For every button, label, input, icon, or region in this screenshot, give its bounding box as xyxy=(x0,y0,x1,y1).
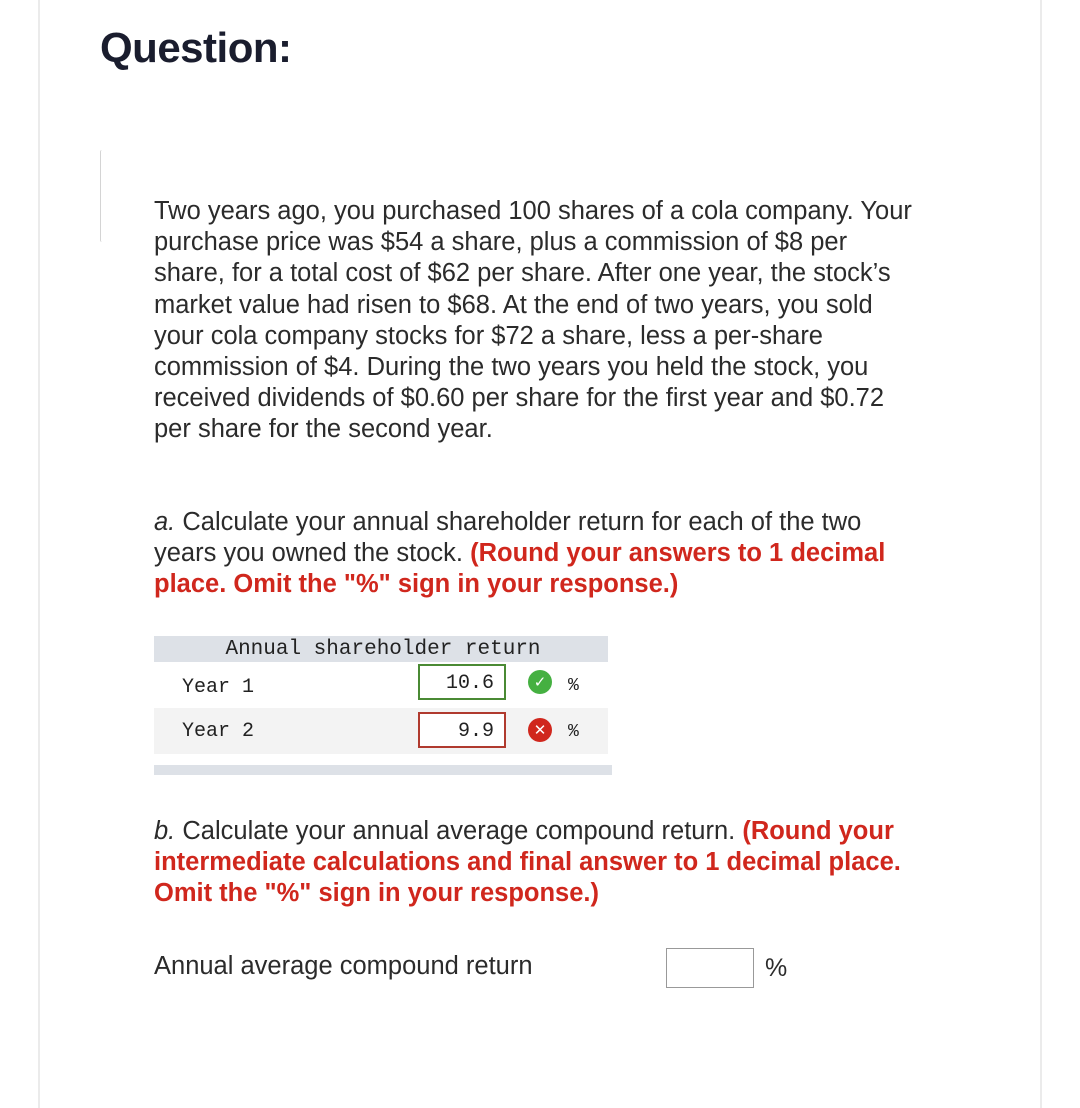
x-icon: ✕ xyxy=(528,718,552,742)
left-margin-bracket xyxy=(100,150,107,242)
part-a-label: a. xyxy=(154,508,176,536)
page-left-edge xyxy=(38,0,40,1108)
part-b-question xyxy=(154,816,914,910)
part-b-label: b. xyxy=(154,817,176,845)
year-2-percent-sign: % xyxy=(568,722,579,742)
year-1-answer-input[interactable]: 10.6 xyxy=(418,664,506,700)
table-header: Annual shareholder return xyxy=(154,636,608,662)
problem-statement: Two years ago, you purchased 100 shares of a cola company. Your purchase price was $54 a share, plus a commission of $8 per share, for a total cost of $62 per share. After one year, the stock’s market value had risen to $68. At the end of two years, you sold your cola company stocks for $72 a share, less a per-share commission of $4. During the two years you held the stock, you received dividends of $0.60 per share for the first year and $0.72 per share for the second year. xyxy=(154,197,912,444)
table-row xyxy=(154,708,608,754)
part-a-hint: (Round your answers to 1 decimal place. Omit the "%" sign in your response.) xyxy=(154,539,886,599)
checkmark-icon: ✓ xyxy=(528,670,552,694)
year-2-label: Year 2 xyxy=(182,720,255,743)
page-right-edge xyxy=(1040,0,1042,1108)
compound-return-label: Annual average compound return xyxy=(154,952,533,980)
year-1-percent-sign: % xyxy=(568,676,579,696)
part-a-question xyxy=(154,507,914,601)
compound-return-percent-sign: % xyxy=(765,954,788,982)
part-a-prompt: Calculate your annual shareholder return for each of the two years you owned the stock. xyxy=(154,508,862,568)
table-footer-bar xyxy=(154,765,612,775)
compound-return-input[interactable] xyxy=(666,948,754,988)
part-b-hint: (Round your intermediate calculations and final answer to 1 decimal place. Omit the "%" sign in your response.) xyxy=(154,817,901,908)
part-b-prompt: Calculate your annual average compound return. xyxy=(182,817,736,845)
table-row xyxy=(154,664,608,708)
year-1-label: Year 1 xyxy=(182,676,255,699)
shareholder-return-table xyxy=(154,636,608,754)
page-title: Question: xyxy=(100,24,292,71)
year-2-answer-input[interactable]: 9.9 xyxy=(418,712,506,748)
